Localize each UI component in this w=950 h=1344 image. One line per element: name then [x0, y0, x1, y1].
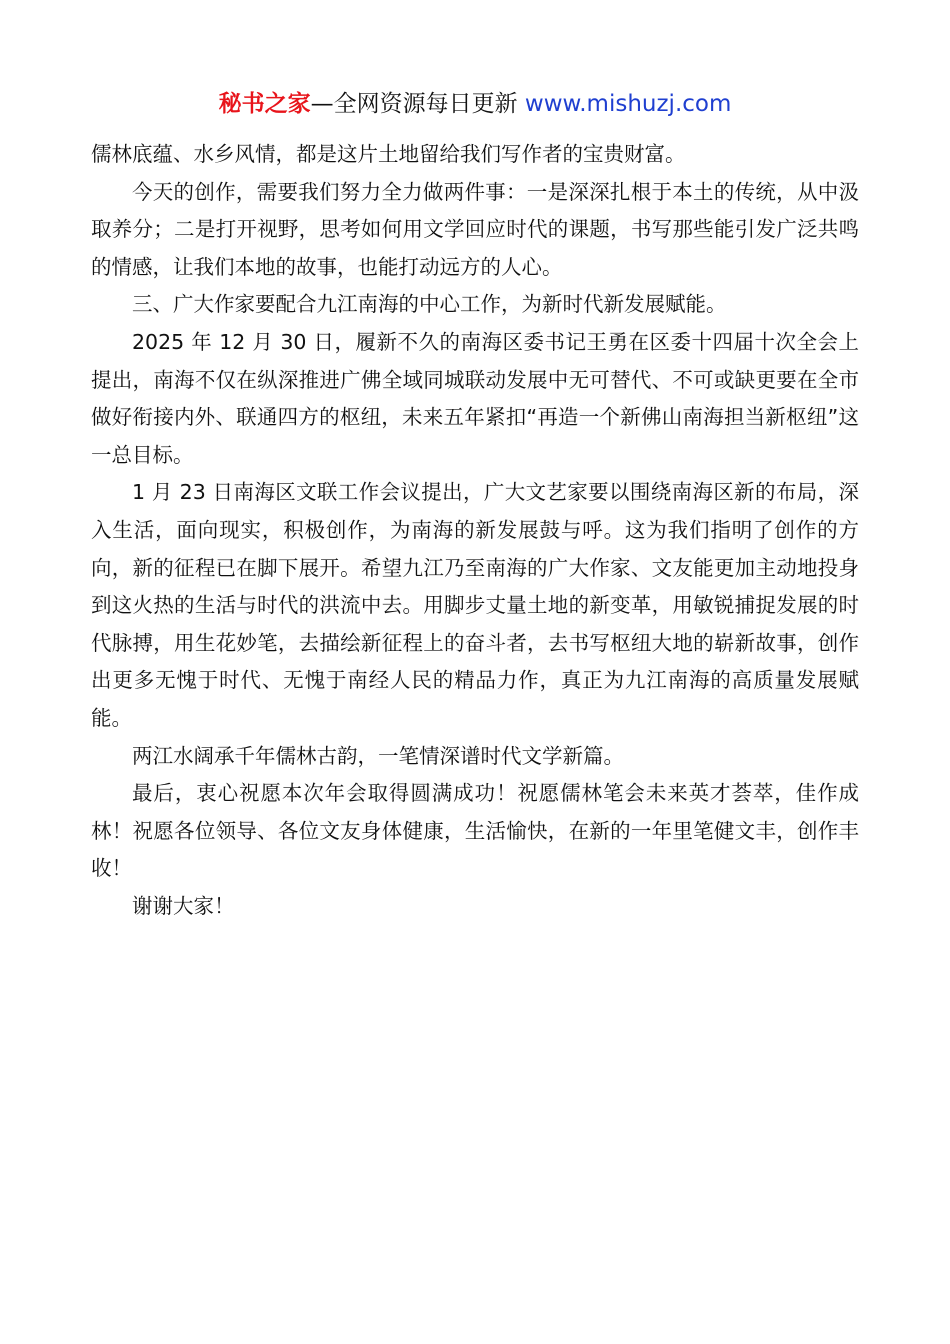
site-url-link[interactable]: www.mishuzj.com: [524, 91, 732, 117]
document-body: [91, 136, 859, 925]
paragraph-continued: 儒林底蕴、水乡风情，都是这片土地留给我们写作者的宝贵财富。: [91, 142, 686, 166]
paragraph: 2025 年 12 月 30 日，履新不久的南海区委书记王勇在区委十四届十次全会上提出，南海不仅在纵深推进广佛全域同城联动发展中无可替代、不可或缺更要在全市做好衔接内外、联通四方的枢纽，未来五年紧扣“再造一个新佛山南海担当新枢纽”这一总目标。: [91, 329, 859, 467]
closing-line: 谢谢大家！: [132, 893, 235, 918]
site-header: [0, 88, 950, 120]
paragraph: 今天的创作，需要我们努力全力做两件事：一是深深扎根于本土的传统，从中汲取养分；二是打开视野，思考如何用文学回应时代的课题，书写那些能引发广泛共鸣的情感，让我们本地的故事，也能打动远方的人心。: [91, 179, 859, 279]
paragraph: 两江水阔承千年儒林古韵，一笔情深谱时代文学新篇。: [132, 743, 624, 768]
section-heading: 三、广大作家要配合九江南海的中心工作，为新时代新发展赋能。: [132, 292, 727, 317]
site-tagline: —全网资源每日更新: [310, 91, 525, 117]
site-brand: 秘书之家: [218, 91, 311, 117]
paragraph: 最后，衷心祝愿本次年会取得圆满成功！祝愿儒林笔会未来英才荟萃，佳作成林！祝愿各位领导、各位文友身体健康，生活愉快，在新的一年里笔健文丰，创作丰收！: [91, 781, 859, 881]
paragraph: 1 月 23 日南海区文联工作会议提出，广大文艺家要以围绕南海区新的布局，深入生活，面向现实，积极创作，为南海的新发展鼓与呼。这为我们指明了创作的方向，新的征程已在脚下展开。希望九江乃至南海的广大作家、文友能更加主动地投身到这火热的生活与时代的洪流中去。用脚步丈量土地的新变革，用敏锐捕捉发展的时代脉搏，用生花妙笔，去描绘新征程上的奋斗者，去书写枢纽大地的崭新故事，创作出更多无愧于时代、无愧于南经人民的精品力作，真正为九江南海的高质量发展赋能。: [91, 480, 859, 730]
